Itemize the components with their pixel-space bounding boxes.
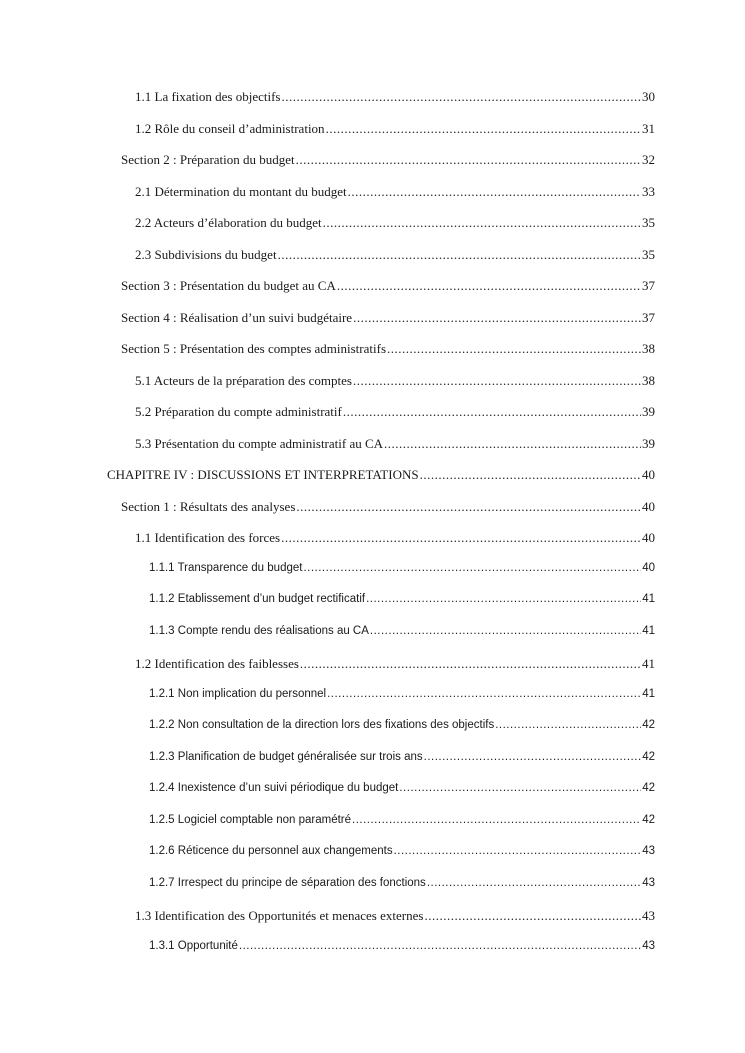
toc-entry-page-number: 39	[642, 436, 655, 451]
dot-leader	[348, 184, 641, 200]
dot-leader	[337, 278, 641, 294]
toc-entry-page-number: 40	[642, 499, 655, 514]
dot-leader	[296, 152, 641, 168]
dot-leader	[366, 593, 641, 605]
toc-entry-label: 1.2.1 Non implication du personnel	[149, 688, 327, 700]
toc-entry[interactable]	[135, 215, 655, 231]
toc-entry-label: 2.2 Acteurs d’élaboration du budget	[135, 215, 322, 230]
toc-entry[interactable]	[149, 877, 655, 889]
toc-entry-page-number: 41	[642, 625, 655, 637]
toc-entry-label: 1.2.6 Réticence du personnel aux changements	[149, 845, 393, 857]
toc-entry[interactable]	[149, 719, 655, 731]
toc-entry-page-number: 40	[642, 562, 655, 574]
toc-entry-page-number: 43	[642, 908, 655, 923]
toc-entry-page-number: 40	[642, 530, 655, 545]
dot-leader	[300, 656, 641, 672]
dot-leader	[495, 719, 641, 731]
toc-entry-page-number: 37	[642, 278, 655, 293]
toc-entry[interactable]	[149, 782, 655, 794]
toc-entry-label: 1.1.1 Transparence du budget	[149, 562, 303, 574]
toc-entry-label: 1.2.3 Planification de budget généralisée sur trois ans	[149, 751, 423, 763]
toc-entry-label: Section 2 : Préparation du budget	[121, 152, 295, 167]
toc-entry-page-number: 32	[642, 152, 655, 167]
toc-entry-label: 1.2.7 Irrespect du principe de séparation des fonctions	[149, 877, 426, 889]
toc-entry-label: 1.2.4 Inexistence d’un suivi périodique du budget	[149, 782, 399, 794]
toc-entry-page-number: 42	[642, 719, 655, 731]
toc-entry-page-number: 37	[642, 310, 655, 325]
toc-entry-label: Section 3 : Présentation du budget au CA	[121, 278, 336, 293]
toc-entry[interactable]	[149, 751, 655, 763]
toc-entry-label: 1.1 Identification des forces	[135, 530, 281, 545]
dot-leader	[370, 625, 641, 637]
toc-entry[interactable]	[135, 404, 655, 420]
toc-entry[interactable]	[149, 814, 655, 826]
toc-entry-label: 5.3 Présentation du compte administratif au CA	[135, 436, 384, 451]
toc-entry-page-number: 38	[642, 341, 655, 356]
toc-entry-label: 1.2.2 Non consultation de la direction lors des fixations des objectifs	[149, 719, 495, 731]
toc-entry[interactable]	[121, 152, 655, 168]
toc-entry-page-number: 40	[642, 467, 655, 482]
dot-leader	[420, 467, 641, 483]
dot-leader	[296, 499, 641, 515]
toc-entry-page-number: 42	[642, 782, 655, 794]
toc-entry-page-number: 43	[642, 940, 655, 952]
toc-entry-label: 1.2 Rôle du conseil d’administration	[135, 121, 325, 136]
toc-entry-page-number: 42	[642, 814, 655, 826]
toc-entry-page-number: 31	[642, 121, 655, 136]
toc-entry[interactable]	[135, 656, 655, 672]
dot-leader	[427, 877, 641, 889]
toc-entry[interactable]	[135, 89, 655, 105]
toc-entry-page-number: 35	[642, 247, 655, 262]
dot-leader	[384, 436, 641, 452]
toc-entry-page-number: 42	[642, 751, 655, 763]
toc-entry-page-number: 35	[642, 215, 655, 230]
toc-entry[interactable]	[121, 310, 655, 326]
toc-entry-label: Section 4 : Réalisation d’un suivi budgétaire	[121, 310, 353, 325]
dot-leader	[352, 814, 641, 826]
toc-entry[interactable]	[135, 247, 655, 263]
toc-entry[interactable]	[135, 373, 655, 389]
toc-entry-page-number: 30	[642, 89, 655, 104]
toc-entry-page-number: 41	[642, 656, 655, 671]
toc-entry-label: 1.1 La fixation des objectifs	[135, 89, 281, 104]
dot-leader	[326, 121, 641, 137]
toc-entry[interactable]	[149, 625, 655, 637]
toc-entry-label: 1.2 Identification des faiblesses	[135, 656, 299, 671]
toc-entry[interactable]	[149, 593, 655, 605]
toc-entry-label: 1.3.1 Opportunité	[149, 940, 238, 952]
toc-entry-page-number: 41	[642, 688, 655, 700]
toc-entry-label: 5.2 Préparation du compte administratif	[135, 404, 342, 419]
dot-leader	[239, 940, 641, 952]
toc-entry-label: 2.3 Subdivisions du budget	[135, 247, 277, 262]
toc-entry[interactable]	[149, 845, 655, 857]
toc-entry-label: 1.3 Identification des Opportunités et menaces externes	[135, 908, 424, 923]
toc-entry[interactable]	[135, 908, 655, 924]
toc-entry[interactable]	[135, 530, 655, 546]
dot-leader	[424, 908, 641, 924]
dot-leader	[424, 751, 642, 763]
dot-leader	[353, 310, 641, 326]
dot-leader	[327, 688, 641, 700]
toc-entry[interactable]	[121, 341, 655, 357]
toc-entry-label: 5.1 Acteurs de la préparation des comptes	[135, 373, 352, 388]
toc-entry-page-number: 33	[642, 184, 655, 199]
toc-entry-label: 1.1.2 Etablissement d’un budget rectificatif	[149, 593, 366, 605]
toc-entry-page-number: 41	[642, 593, 655, 605]
dot-leader	[278, 247, 641, 263]
toc-entry-page-number: 43	[642, 845, 655, 857]
toc-entry-page-number: 38	[642, 373, 655, 388]
toc-entry[interactable]	[149, 940, 655, 952]
toc-entry[interactable]	[107, 467, 655, 483]
toc-entry[interactable]	[135, 436, 655, 452]
toc-entry[interactable]	[149, 562, 655, 574]
dot-leader	[343, 404, 641, 420]
dot-leader	[353, 373, 641, 389]
toc-entry-label: Section 5 : Présentation des comptes administratifs	[121, 341, 387, 356]
toc-entry-label: 2.1 Détermination du montant du budget	[135, 184, 347, 199]
dot-leader	[281, 530, 641, 546]
dot-leader	[323, 215, 641, 231]
toc-entry-label: CHAPITRE IV : DISCUSSIONS ET INTERPRETATIONS	[107, 467, 419, 482]
dot-leader	[387, 341, 641, 357]
toc-entry-label: 1.2.5 Logiciel comptable non paramétré	[149, 814, 352, 826]
dot-leader	[399, 782, 641, 794]
toc-entry-page-number: 39	[642, 404, 655, 419]
toc-entry[interactable]	[149, 688, 655, 700]
dot-leader	[303, 562, 641, 574]
toc-entry[interactable]	[121, 499, 655, 515]
toc-entry-page-number: 43	[642, 877, 655, 889]
toc-entry[interactable]	[135, 184, 655, 200]
dot-leader	[394, 845, 642, 857]
dot-leader	[282, 89, 642, 105]
toc-entry[interactable]	[135, 121, 655, 137]
toc-entry-label: Section 1 : Résultats des analyses	[121, 499, 296, 514]
toc-entry-label: 1.1.3 Compte rendu des réalisations au CA	[149, 625, 369, 637]
toc-entry[interactable]	[121, 278, 655, 294]
